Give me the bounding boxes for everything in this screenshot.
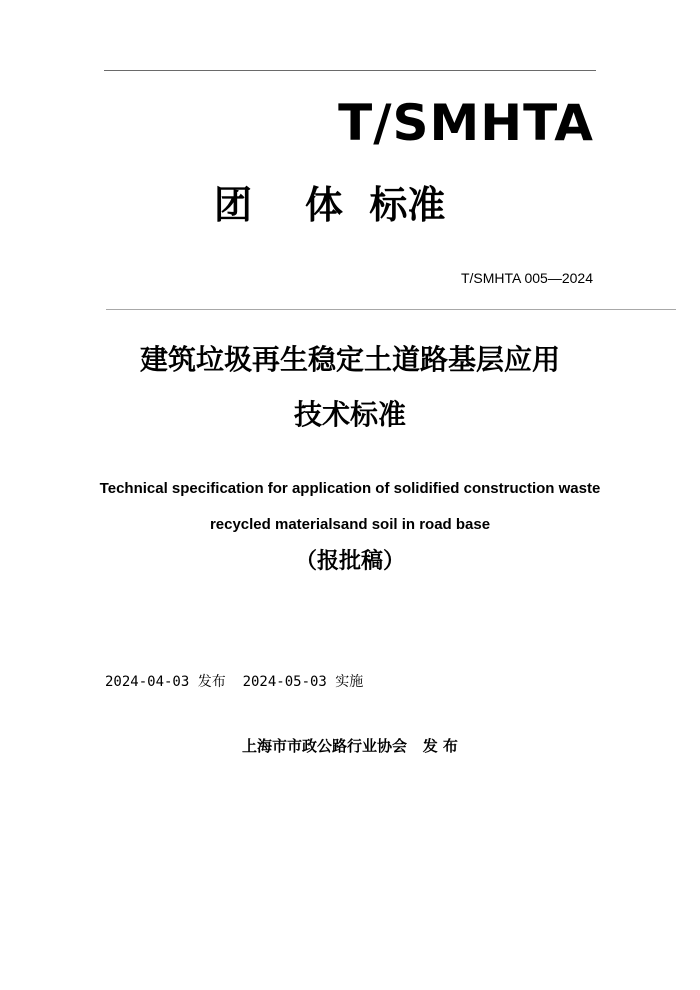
draft-status: （报批稿） [294,549,405,574]
standard-type: 团 体 标准 [214,183,446,227]
english-title-line-2: recycled materialsand soil in road base [209,516,491,533]
chinese-title-line-1: 建筑垃圾再生稳定土道路基层应用 [139,343,560,376]
english-title-line-1: Technical specification for application of solidified construction waste [99,480,601,497]
standard-code: T/SMHTA [338,94,594,152]
publish-implement-dates: 2024-04-03 发布 2024-05-03 实施 [105,674,364,690]
top-divider [104,70,596,71]
middle-divider [106,309,676,310]
publisher: 上海市市政公路行业协会 发 布 [242,737,458,755]
standard-number: T/SMHTA 005—2024 [460,270,593,286]
chinese-title-line-2: 技术标准 [293,398,406,431]
